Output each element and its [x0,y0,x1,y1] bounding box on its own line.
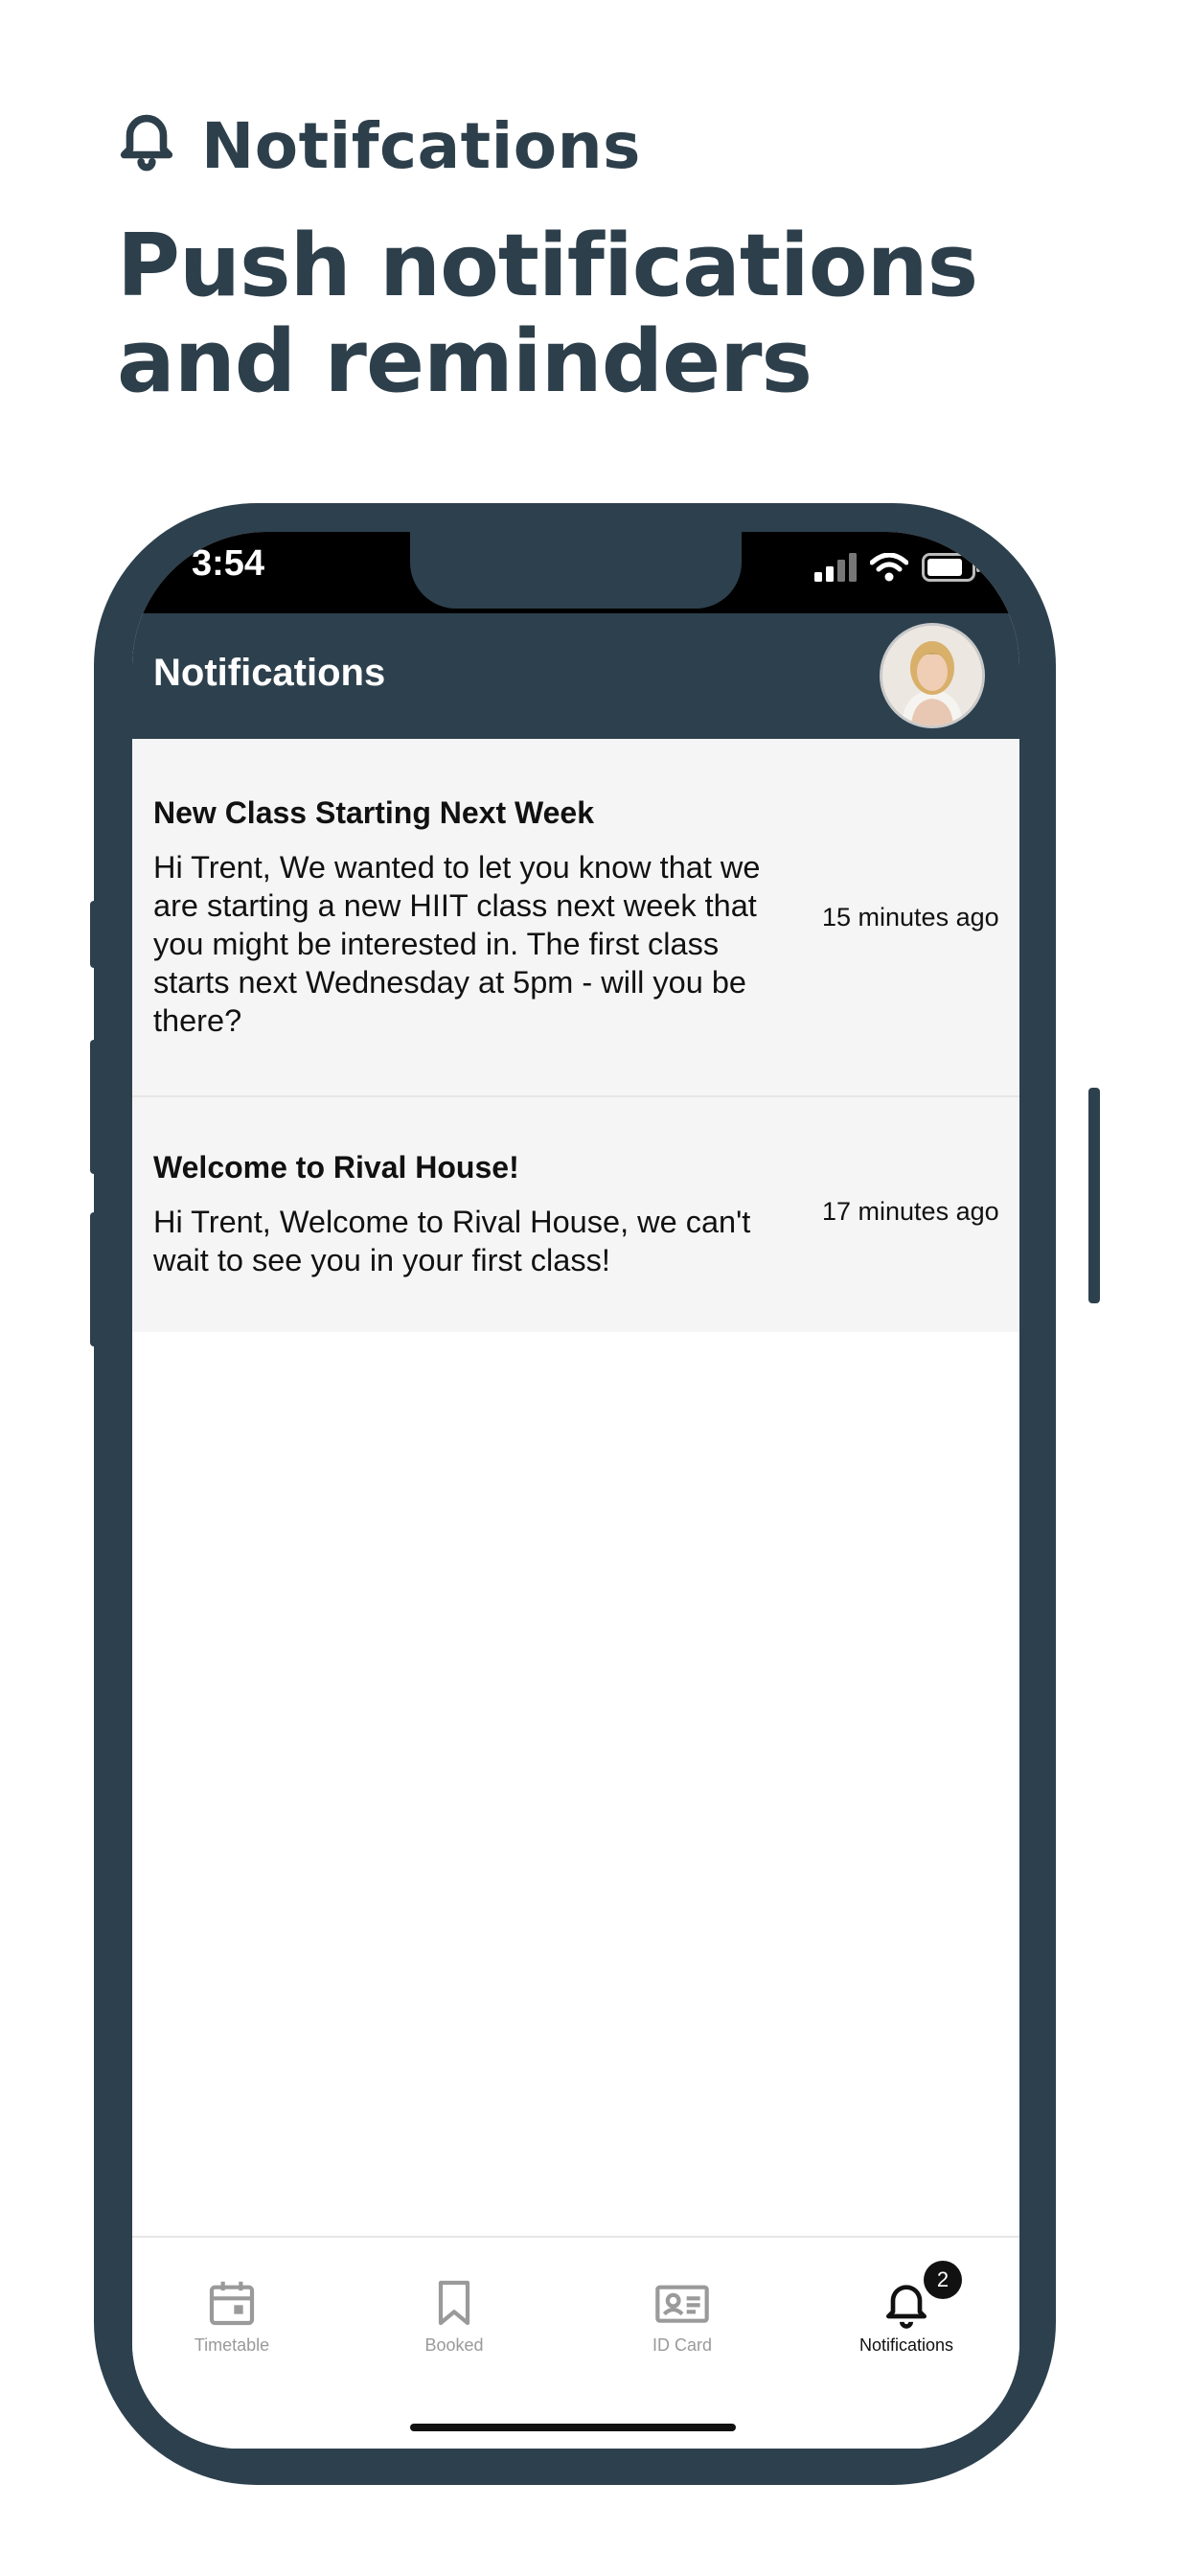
notification-time: 15 minutes ago [822,902,999,932]
notification-time: 17 minutes ago [822,1197,999,1226]
tab-label: Notifications [858,2335,954,2355]
phone-side-button [1088,1088,1100,1303]
phone-screen [132,532,1019,2449]
home-indicator [410,2424,736,2431]
notification-item[interactable] [132,739,1019,1097]
notification-content [153,1150,793,1279]
status-icons [814,553,981,586]
bookmark-icon [368,2276,540,2330]
app-header-title: Notifications [153,652,386,694]
promo-label-text: Notifcations [201,108,641,183]
bell-icon [820,2276,993,2330]
tab-notifications[interactable] [820,2267,993,2356]
bell-icon [113,104,180,187]
profile-avatar[interactable] [880,623,985,728]
calendar-icon [146,2276,318,2330]
tab-booked[interactable] [368,2276,540,2356]
id-card-icon [596,2276,768,2330]
signal-icon [814,553,857,586]
status-time: 3:54 [192,543,265,584]
wifi-icon [870,553,908,586]
notification-count-badge: 2 [924,2261,962,2299]
notification-body: Hi Trent, We wanted to let you know that we are starting a new HIIT class next week that you might be interested in. The first class starts next Wednesday at 5pm - will you be there? [153,849,761,1038]
tab-label: ID Card [652,2335,712,2355]
phone-notch [410,532,742,609]
app-header [132,613,1019,739]
tab-label: Booked [424,2335,484,2355]
tab-timetable[interactable] [146,2276,318,2356]
promo-label [113,107,641,184]
promo-headline: Push notifications and reminders [117,216,978,412]
notification-content [153,795,793,1040]
notification-body: Hi Trent, Welcome to Rival House, we can't wait to see you in your first class! [153,1205,751,1277]
notification-list [132,739,1019,1332]
notification-item[interactable] [132,1097,1019,1332]
tab-bar [132,2236,1019,2449]
battery-icon [922,553,981,586]
status-bar [132,532,1019,613]
phone-side-button [90,901,102,968]
notification-title: New Class Starting Next Week [153,794,595,830]
phone-side-button [90,1040,102,1174]
phone-side-button [90,1212,102,1346]
tab-id-card[interactable] [596,2276,768,2356]
notification-title: Welcome to Rival House! [153,1150,519,1184]
tab-label: Timetable [194,2335,270,2355]
